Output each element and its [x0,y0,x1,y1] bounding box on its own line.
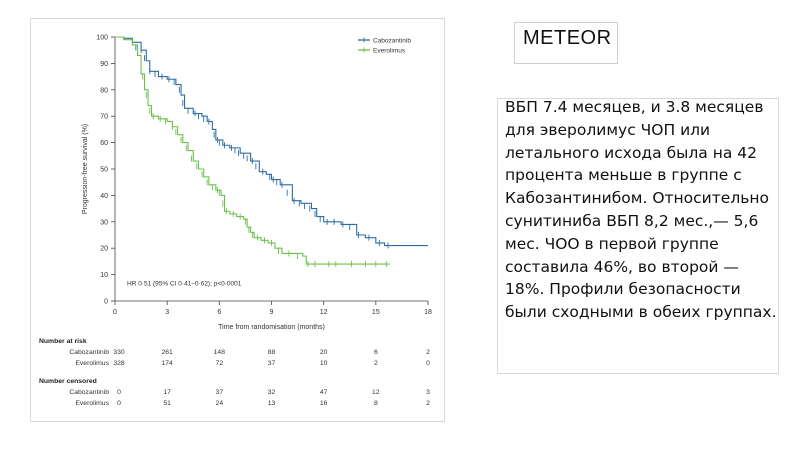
y-tick-label: 70 [100,113,108,121]
risk-cell: 330 [113,349,125,356]
risk-cell: 174 [161,360,173,367]
x-axis-label: Time from randomisation (months) [218,324,325,331]
risk-cell: 328 [113,360,125,367]
km-chart-figure [30,18,445,422]
risk-cell: 37 [267,360,276,367]
censored-row-label: Cabozantinib [69,389,109,396]
risk-cell: 0 [426,360,430,367]
risk-cell: 2 [426,349,430,356]
legend-label: Cabozantinib [373,37,411,45]
censored-cell: 3 [426,389,430,396]
risk-cell: 20 [319,349,328,356]
x-tick-label: 18 [424,309,432,316]
y-tick-label: 60 [100,140,108,148]
km-chart [31,19,444,421]
hazard-ratio-annotation: HR 0·51 (95% CI 0·41–0·62); p<0·0001 [127,280,242,288]
y-axis-label: Progression-free survival (%) [82,123,89,215]
risk-cell: 88 [267,349,276,356]
risk-cell: 6 [373,349,378,356]
censored-table-header: Number censored [39,378,97,385]
y-tick-label: 80 [100,87,108,95]
censored-cell: 51 [163,400,171,407]
x-tick-label: 0 [113,309,117,316]
legend-label: Everolimus [373,47,406,55]
slide-heading: METEOR [523,27,612,49]
x-tick-label: 12 [319,309,328,316]
censored-cell: 17 [163,389,171,396]
censored-cell: 2 [426,400,430,407]
y-tick-label: 10 [100,272,108,280]
risk-cell: 72 [215,360,224,367]
risk-row-label: Cabozantinib [69,349,109,356]
censored-cell: 24 [215,400,224,407]
y-tick-label: 100 [96,34,108,42]
y-tick-label: 0 [104,298,108,306]
risk-cell: 2 [373,360,378,367]
censored-cell: 32 [267,389,276,396]
y-tick-label: 30 [100,219,108,227]
x-tick-label: 3 [165,309,170,316]
y-tick-label: 40 [100,192,108,200]
y-tick-label: 90 [100,60,108,68]
censored-cell: 8 [373,400,378,407]
slide-description: ВБП 7.4 месяцев, и 3.8 месяцев для эверолимус ЧОП или летального исхода была на 42 процента меньше в группе с Кабозантинибом. Относительно сунитиниба ВБП 8,2 мес.,— 5,6 мес. ЧОО в первой группе составила 46%, во второй — 18%. Профили безопасности были сходными в обеих группах. [505,98,777,322]
censored-cell: 12 [372,389,380,396]
x-tick-label: 6 [217,309,222,316]
x-tick-label: 15 [371,309,380,316]
censored-cell: 13 [267,400,276,407]
risk-table-header: Number at risk [39,338,87,345]
risk-cell: 148 [213,349,226,356]
censored-cell: 0 [117,389,121,396]
censored-row-label: Everolimus [75,400,109,407]
censored-cell: 16 [319,400,328,407]
x-tick-label: 9 [269,309,274,316]
y-tick-label: 20 [100,245,108,253]
censored-cell: 47 [319,389,328,396]
risk-row-label: Everolimus [75,360,109,367]
series-line-cabozantinib [115,37,428,246]
risk-cell: 10 [319,360,328,367]
censored-cell: 37 [215,389,224,396]
risk-cell: 261 [161,349,173,356]
censored-cell: 0 [117,400,121,407]
y-tick-label: 50 [100,166,108,174]
